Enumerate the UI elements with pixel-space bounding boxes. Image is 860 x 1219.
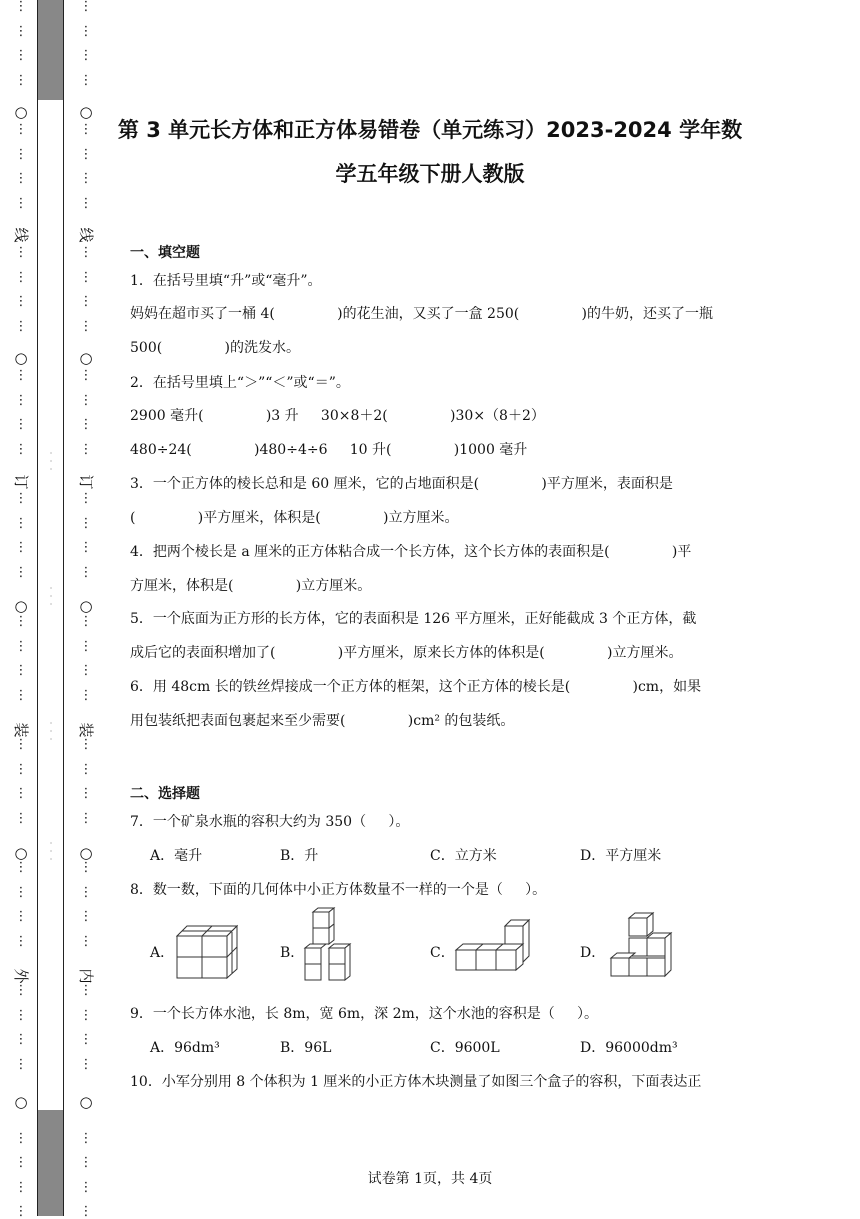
margin-dots: ⋮: [79, 564, 93, 580]
q7-option-d: D．平方厘米: [580, 848, 662, 864]
margin-dots: ⋮: [14, 860, 28, 875]
margin-dots: ⋮: [14, 786, 28, 802]
margin-dots: ⋮: [14, 663, 28, 679]
q10-stem: 10．小军分别用 8 个体积为 1 厘米的小正方体木块测量了如图三个盒子的容积，下面表达正: [130, 1074, 702, 1090]
margin-dots: ⋮: [14, 245, 28, 260]
margin-dots: ⋮: [79, 1204, 93, 1219]
inner-dotted-column: [77, 0, 95, 1219]
q7-option-a: A．毫升: [150, 848, 203, 864]
page-title: 第 3 单元长方体和正方体易错卷（单元练习）2023-2024 学年数: [117, 118, 743, 142]
margin-dots: ⋮: [79, 122, 93, 137]
outer-dotted-column: [12, 0, 30, 1219]
margin-dots: ⋮: [79, 245, 93, 260]
margin-dots: ⋮: [79, 392, 93, 408]
margin-dots: ⋮: [14, 1204, 28, 1219]
margin-dots: ⋮: [14, 23, 28, 39]
margin-dots: ⋮: [14, 884, 28, 900]
margin-dots: ⋮: [79, 441, 93, 457]
q2-line1: 2900 毫升( )3 升 30×8＋2( )30×（8＋2）: [130, 408, 545, 424]
page-title-line2: 学五年级下册人教版: [335, 162, 525, 186]
margin-dots: ⋮: [79, 368, 93, 383]
margin-dots: ⋮: [79, 687, 93, 703]
margin-dots: ⋮: [14, 909, 28, 925]
q1-line1: 妈妈在超市买了一桶 4( )的花生油，又买了一盒 250( )的牛奶，还买了一瓶: [130, 306, 713, 322]
margin-faint-dots: · · ·: [49, 839, 53, 864]
margin-dots: ⋮: [14, 368, 28, 383]
q9-option-c: C．9600L: [430, 1040, 500, 1056]
margin-dots: ⋮: [14, 441, 28, 457]
margin-circle: ○: [14, 103, 28, 121]
margin-dots: ⋮: [14, 491, 28, 506]
margin-binding-char: 线: [77, 227, 95, 243]
margin-circle: ○: [79, 1093, 93, 1111]
margin-dots: ⋮: [14, 1007, 28, 1023]
margin-circle: ○: [14, 349, 28, 367]
q3-line2: ( )平方厘米，体积是( )立方厘米。: [130, 510, 459, 526]
margin-dots: ⋮: [79, 786, 93, 802]
margin-circle: ○: [79, 103, 93, 121]
margin-dots: ⋮: [79, 1056, 93, 1072]
margin-dots: ⋮: [79, 737, 93, 752]
margin-dots: ⋮: [79, 318, 93, 334]
margin-dots: ⋮: [79, 909, 93, 925]
q2-line2: 480÷24( )480÷4÷6 10 升( )1000 毫升: [130, 442, 528, 458]
margin-dots: ⋮: [14, 48, 28, 64]
margin-dots: ⋮: [79, 171, 93, 187]
margin-binding-char: 装: [77, 722, 95, 738]
margin-dots: ⋮: [14, 933, 28, 949]
q7-option-b: B．升: [280, 848, 319, 864]
margin-dots: ⋮: [14, 737, 28, 752]
margin-dots: ⋮: [14, 1130, 28, 1146]
margin-dots: ⋮: [79, 1032, 93, 1048]
q8-figure-c-cubes: [453, 914, 537, 976]
q5-line1: 5．一个底面为正方形的长方体，它的表面积是 126 平方厘米，正好能截成 3 个正方体，截: [130, 611, 697, 627]
margin-circle: ○: [14, 844, 28, 862]
q8-figure-d-cubes: [603, 910, 679, 984]
q9-stem: 9．一个长方体水池，长 8m，宽 6m，深 2m，这个水池的容积是（ ）。: [130, 1006, 599, 1022]
q1-stem: 1．在括号里填“升”或“毫升”。: [130, 273, 322, 289]
margin-binding-char: 外: [12, 968, 30, 984]
margin-dots: ⋮: [79, 933, 93, 949]
margin-dots: ⋮: [14, 318, 28, 334]
section-heading-choice: 二、选择题: [130, 786, 200, 802]
margin-dots: ⋮: [14, 638, 28, 654]
q9-option-a: A．96dm³: [150, 1040, 220, 1056]
margin-dots: ⋮: [79, 540, 93, 556]
margin-dots: ⋮: [14, 1179, 28, 1195]
margin-faint-dots: · · ·: [49, 719, 53, 744]
q6-line2: 用包装纸把表面包裹起来至少需要( )cm² 的包装纸。: [130, 713, 515, 729]
margin-dots: ⋮: [14, 392, 28, 408]
margin-dots: ⋮: [14, 983, 28, 998]
q7-option-c: C．立方米: [430, 848, 497, 864]
margin-dots: ⋮: [79, 23, 93, 39]
margin-circle: ○: [79, 844, 93, 862]
q8-option-b: B．: [280, 945, 305, 961]
margin-dots: ⋮: [79, 663, 93, 679]
margin-dots: ⋮: [79, 1179, 93, 1195]
margin-circle: ○: [14, 597, 28, 615]
q8-figure-a-cubes: [176, 916, 238, 980]
margin-dots: ⋮: [79, 761, 93, 777]
q8-option-d: D．: [580, 945, 606, 961]
margin-circle: ○: [79, 349, 93, 367]
margin-dots: ⋮: [79, 417, 93, 433]
q7-stem: 7．一个矿泉水瓶的容积大约为 350（ ）。: [130, 814, 410, 830]
margin-dots: ⋮: [79, 195, 93, 211]
margin-dots: ⋮: [14, 122, 28, 137]
margin-dots: ⋮: [14, 564, 28, 580]
margin-faint-dots: · · ·: [49, 449, 53, 474]
margin-dots: ⋮: [79, 146, 93, 162]
margin-gray-band-top: [38, 0, 63, 100]
section-heading-fill-blank: 一、填空题: [130, 245, 200, 261]
margin-dots: ⋮: [79, 0, 93, 14]
margin-dots: ⋮: [79, 294, 93, 310]
margin-dots: ⋮: [14, 0, 28, 14]
page-footer: 试卷第 1页，共 4页: [367, 1171, 493, 1187]
margin-dots: ⋮: [79, 515, 93, 531]
margin-faint-dots: · · ·: [49, 584, 53, 609]
margin-dots: ⋮: [14, 294, 28, 310]
margin-dots: ⋮: [14, 1056, 28, 1072]
margin-line-right: [63, 0, 64, 1216]
q9-option-b: B．96L: [280, 1040, 332, 1056]
margin-binding-char: 内: [77, 968, 95, 984]
q3-line1: 3．一个正方体的棱长总和是 60 厘米，它的占地面积是( )平方厘米，表面积是: [130, 476, 673, 492]
q6-line1: 6．用 48cm 长的铁丝焊接成一个正方体的框架，这个正方体的棱长是( )cm，如果: [130, 679, 702, 695]
margin-gray-band-bottom: [38, 1110, 63, 1216]
margin-dots: ⋮: [14, 614, 28, 629]
margin-dots: ⋮: [79, 72, 93, 88]
margin-dots: ⋮: [79, 1007, 93, 1023]
margin-dots: ⋮: [14, 1032, 28, 1048]
margin-dots: ⋮: [14, 1155, 28, 1171]
margin-dots: ⋮: [79, 860, 93, 875]
margin-line-left: [37, 0, 38, 1216]
margin-dots: ⋮: [79, 1130, 93, 1146]
margin-dots: ⋮: [14, 515, 28, 531]
margin-dots: ⋮: [14, 810, 28, 826]
q2-stem: 2．在括号里填上“＞”“＜”或“＝”。: [130, 375, 350, 391]
margin-binding-char: 装: [12, 722, 30, 738]
margin-dots: ⋮: [79, 983, 93, 998]
margin-dots: ⋮: [14, 417, 28, 433]
margin-dots: ⋮: [79, 638, 93, 654]
q8-option-c: C．: [430, 945, 455, 961]
margin-circle: ○: [14, 1093, 28, 1111]
margin-binding-char: 线: [12, 227, 30, 243]
margin-dots: ⋮: [79, 491, 93, 506]
margin-binding-char: 订: [77, 474, 95, 490]
binding-margin: [0, 0, 100, 1219]
margin-dots: ⋮: [79, 1155, 93, 1171]
q4-line2: 方厘米，体积是( )立方厘米。: [130, 578, 372, 594]
margin-dots: ⋮: [79, 48, 93, 64]
margin-dots: ⋮: [14, 171, 28, 187]
q9-option-d: D．96000dm³: [580, 1040, 678, 1056]
margin-circle: ○: [79, 597, 93, 615]
margin-binding-char: 订: [12, 474, 30, 490]
margin-dots: ⋮: [14, 195, 28, 211]
q4-line1: 4．把两个棱长是 a 厘米的正方体粘合成一个长方体，这个长方体的表面积是( )平: [130, 544, 692, 560]
q8-option-a: A．: [150, 945, 175, 961]
margin-dots: ⋮: [14, 269, 28, 285]
q8-figure-b-cubes: [302, 906, 354, 988]
margin-dots: ⋮: [14, 687, 28, 703]
margin-dots: ⋮: [79, 810, 93, 826]
q8-stem: 8．数一数，下面的几何体中小正方体数量不一样的一个是（ ）。: [130, 882, 547, 898]
margin-dots: ⋮: [14, 146, 28, 162]
margin-dots: ⋮: [14, 761, 28, 777]
margin-dots: ⋮: [14, 540, 28, 556]
q5-line2: 成后它的表面积增加了( )平方厘米，原来长方体的体积是( )立方厘米。: [130, 645, 683, 661]
margin-dots: ⋮: [14, 72, 28, 88]
q1-line2: 500( )的洗发水。: [130, 340, 300, 356]
margin-dots: ⋮: [79, 614, 93, 629]
margin-dots: ⋮: [79, 884, 93, 900]
margin-dots: ⋮: [79, 269, 93, 285]
